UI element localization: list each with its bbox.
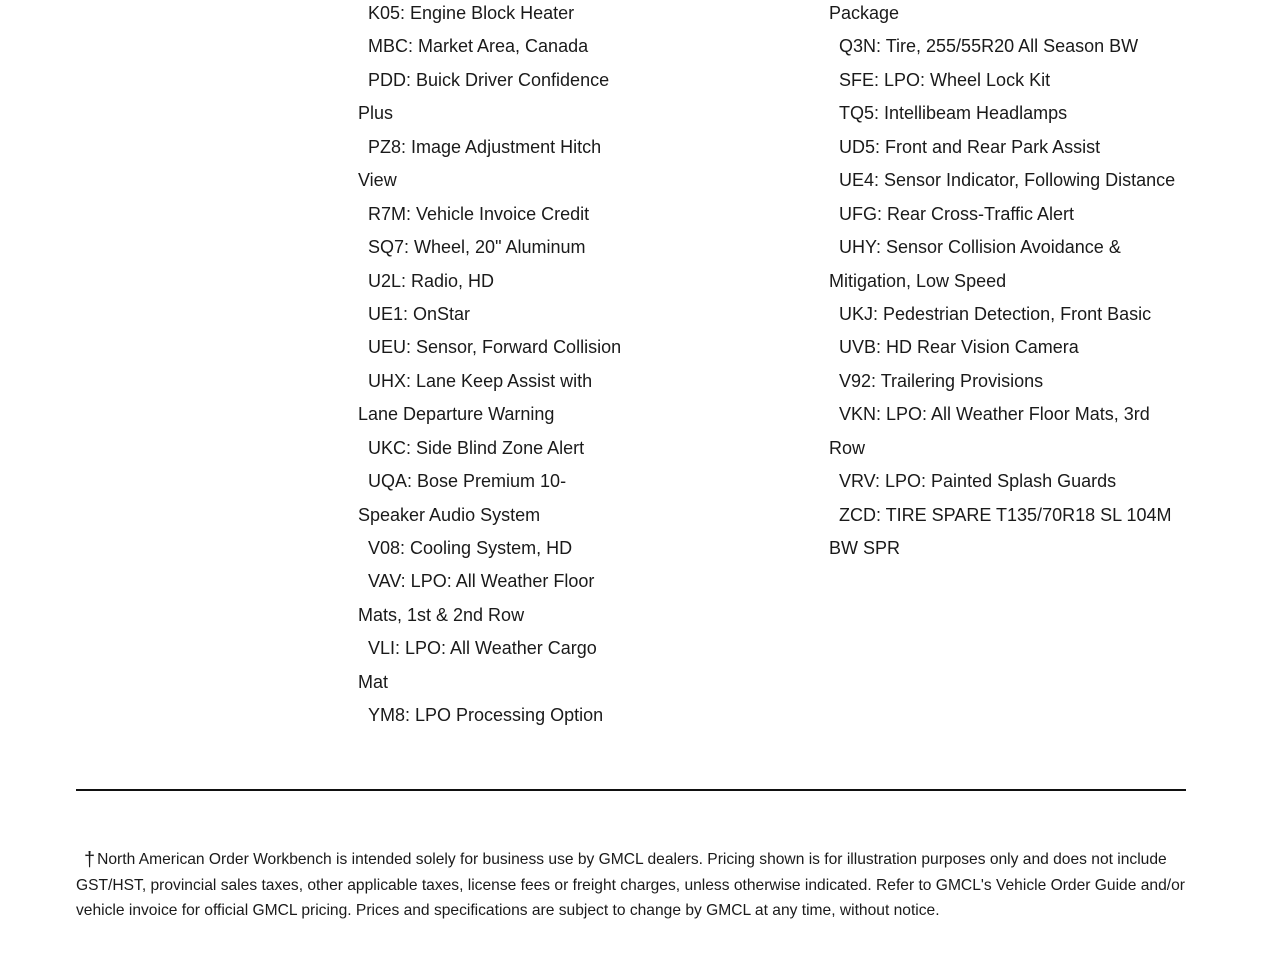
option-item: SQ7: Wheel, 20" Aluminum [368, 237, 586, 258]
option-item-continuation: View [358, 170, 397, 191]
option-item: K05: Engine Block Heater [368, 3, 575, 23]
option-item: VLI: LPO: All Weather Cargo [368, 638, 597, 659]
options-list-right [829, 0, 1209, 565]
option-item-continuation: BW SPR [829, 538, 901, 558]
disclaimer-footnote [76, 847, 1206, 923]
option-item: ZCD: TIRE SPARE T135/70R18 SL 104M [839, 504, 1172, 525]
option-item: PDD: Buick Driver Confidence [368, 69, 610, 90]
option-item: V92: Trailering Provisions [839, 370, 1044, 391]
option-item: U2L: Radio, HD [368, 270, 495, 291]
option-item: UHY: Sensor Collision Avoidance & [839, 237, 1121, 258]
option-item: VKN: LPO: All Weather Floor Mats, 3rd [839, 404, 1150, 425]
option-item-continuation: Row [829, 437, 866, 458]
option-item: UHX: Lane Keep Assist with [368, 370, 593, 391]
option-item: UVB: HD Rear Vision Camera [839, 337, 1079, 358]
option-item-continuation: Mats, 1st & 2nd Row [358, 604, 525, 625]
option-item: VRV: LPO: Painted Splash Guards [839, 471, 1117, 492]
option-item: UE1: OnStar [368, 303, 471, 324]
option-item: V08: Cooling System, HD [368, 538, 573, 558]
option-item-continuation: Mitigation, Low Speed [829, 270, 1007, 291]
option-item-continuation: Speaker Audio System [358, 504, 541, 525]
dagger-symbol: † [84, 849, 96, 871]
option-item-continuation: Mat [358, 671, 389, 692]
option-item: UKJ: Pedestrian Detection, Front Basic [839, 303, 1152, 324]
option-item-continuation: Package [829, 3, 900, 23]
option-item: TQ5: Intellibeam Headlamps [839, 103, 1068, 124]
option-item: UFG: Rear Cross-Traffic Alert [839, 203, 1075, 224]
option-item-continuation: Plus [358, 103, 394, 124]
horizontal-divider [76, 789, 1186, 791]
option-item-continuation: Lane Departure Warning [358, 404, 555, 425]
option-item: R7M: Vehicle Invoice Credit [368, 203, 590, 224]
options-list-left [358, 0, 658, 733]
option-item: VAV: LPO: All Weather Floor [368, 571, 595, 592]
disclaimer-text: North American Order Workbench is intended solely for business use by GMCL dealers. Pricing shown is for illustration purposes only and does not include GST/HST, provincial sales taxes, other applicable taxes, license fees or freight charges, unless otherwise indicated. Refer to GMCL's Vehicle Order Guide and/or vehicle invoice for official GMCL pricing. Prices and specifications are subject to change by GMCL at any time, without notice. [76, 851, 1185, 919]
option-item: SFE: LPO: Wheel Lock Kit [839, 69, 1051, 90]
option-item: UE4: Sensor Indicator, Following Distance [839, 170, 1176, 191]
option-item: Q3N: Tire, 255/55R20 All Season BW [839, 36, 1139, 57]
option-item: PZ8: Image Adjustment Hitch [368, 136, 602, 157]
option-item: YM8: LPO Processing Option [368, 705, 604, 726]
option-item: UEU: Sensor, Forward Collision [368, 337, 622, 358]
option-item: UQA: Bose Premium 10- [368, 471, 567, 492]
option-item: UKC: Side Blind Zone Alert [368, 437, 585, 458]
option-item: UD5: Front and Rear Park Assist [839, 136, 1101, 157]
option-item: MBC: Market Area, Canada [368, 36, 589, 57]
